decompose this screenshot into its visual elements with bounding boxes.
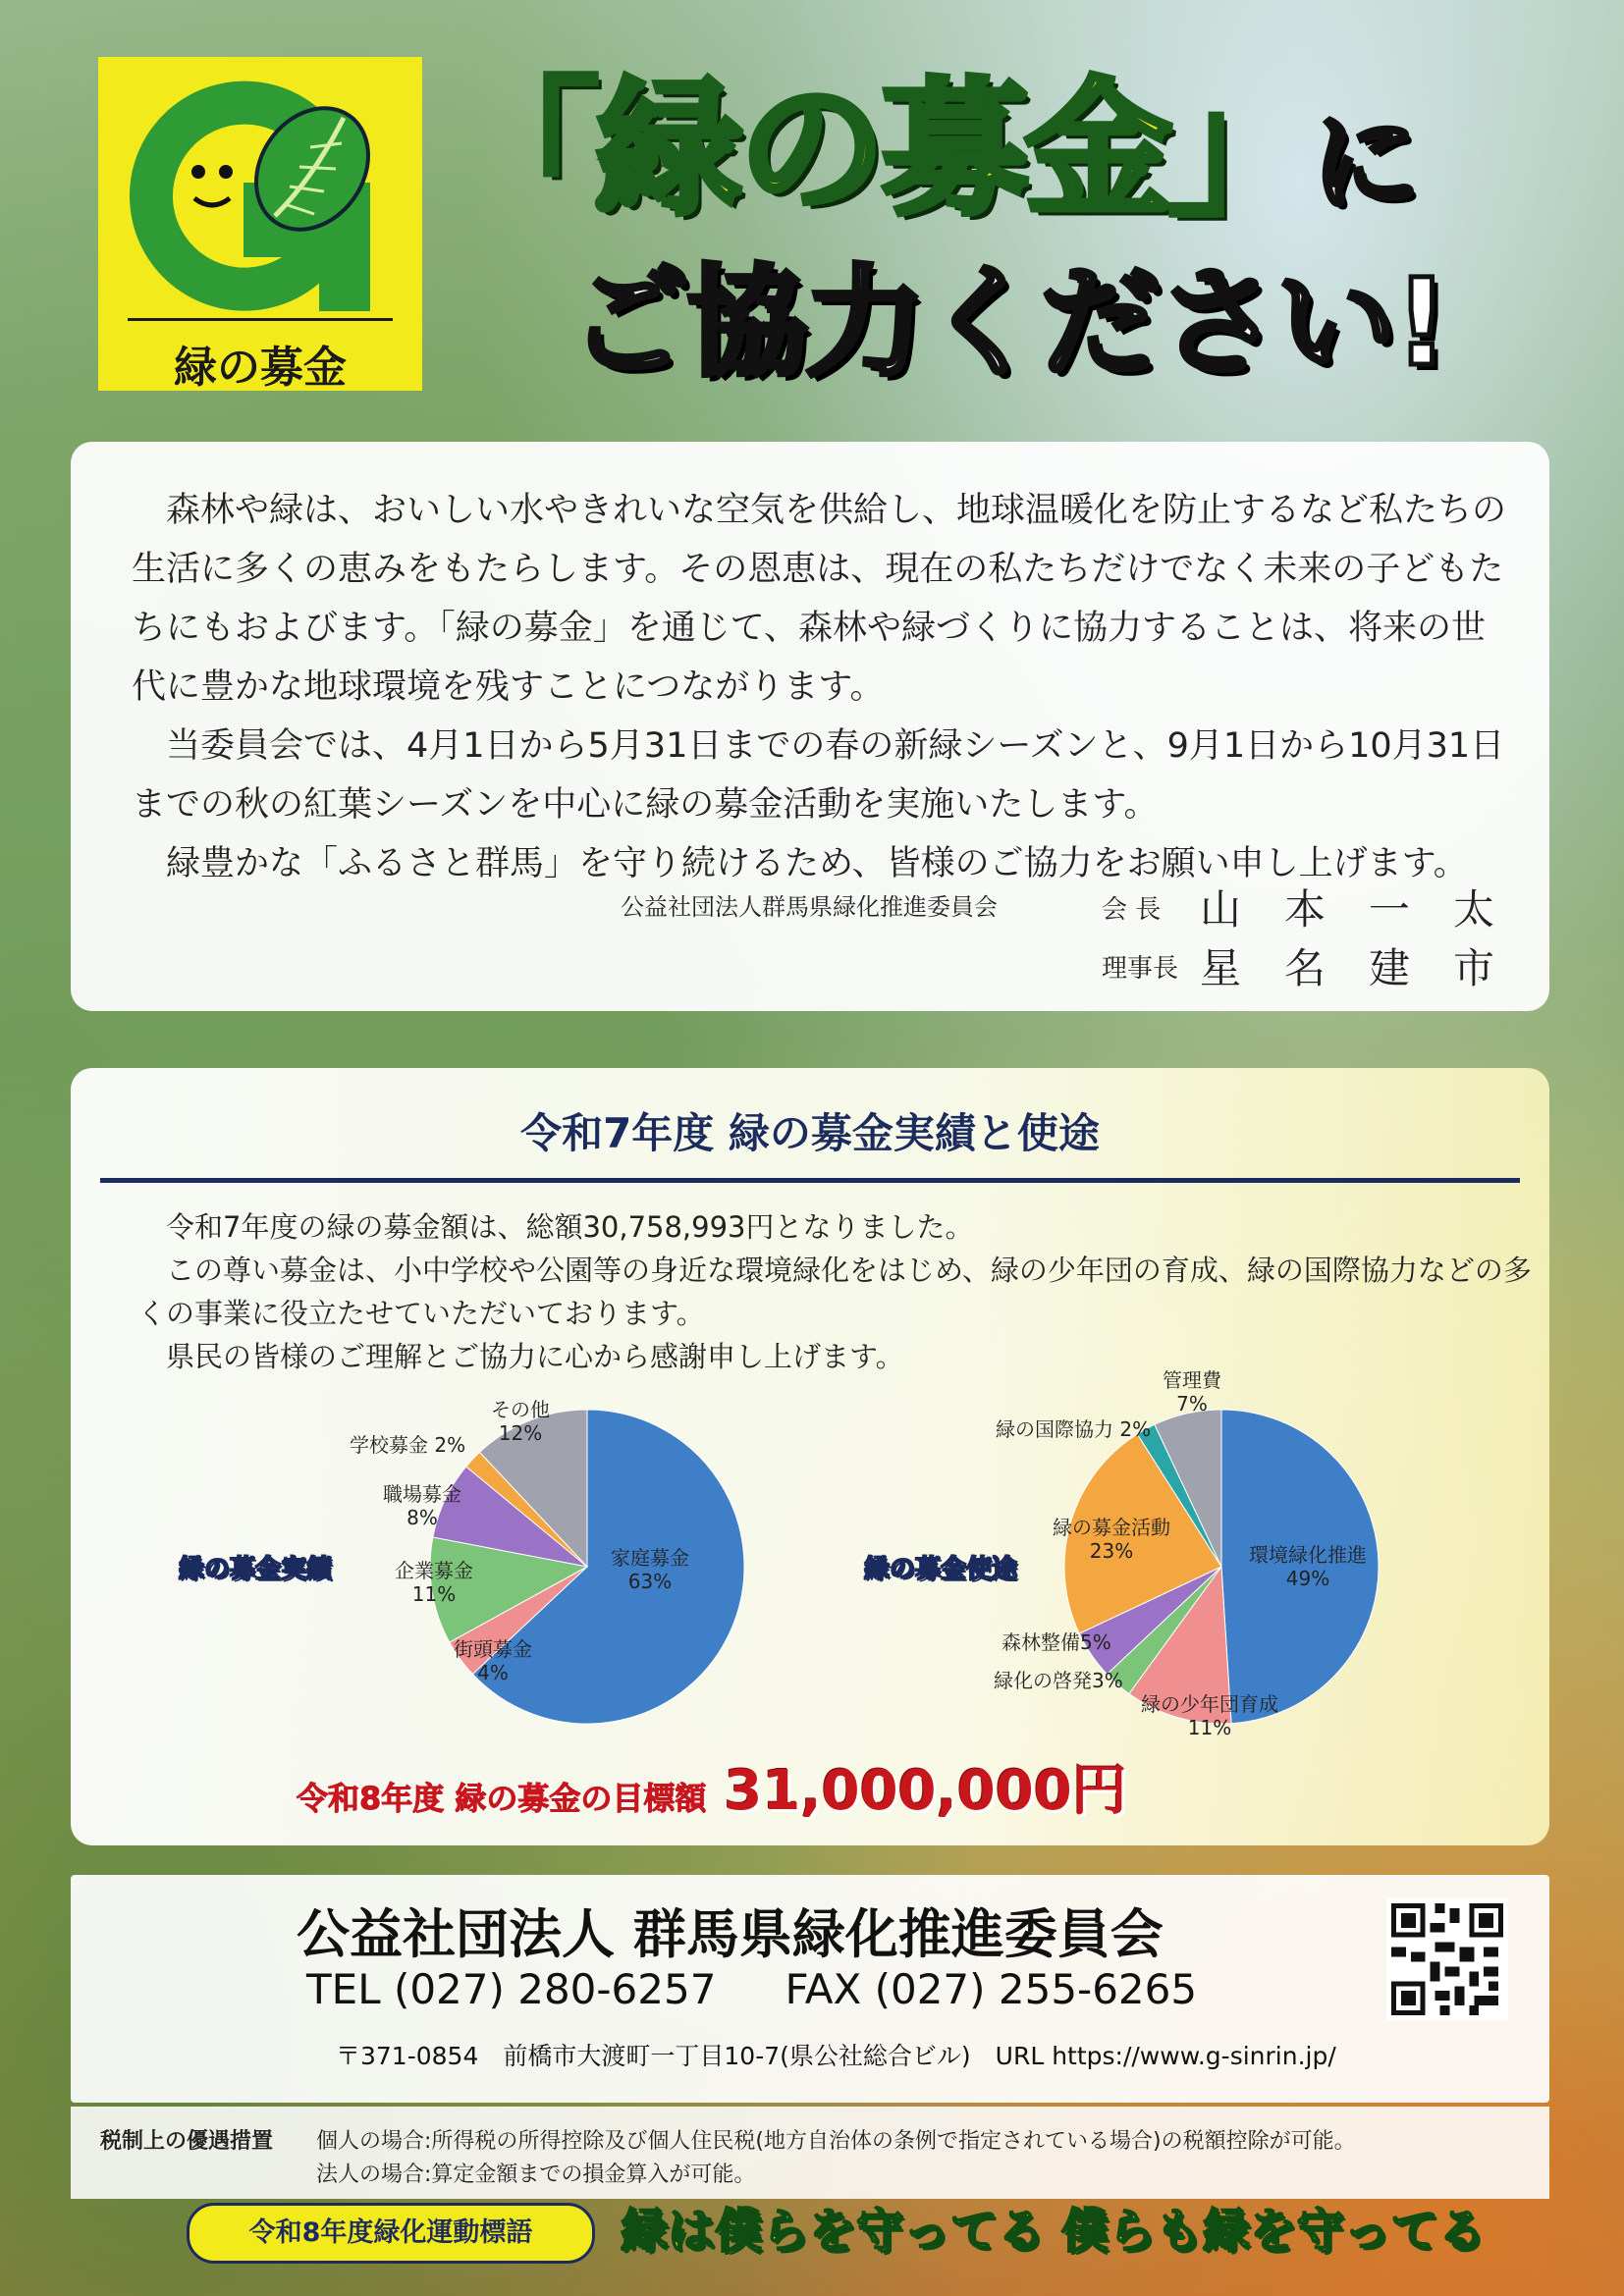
headline-suffix: に xyxy=(1312,100,1417,226)
headline-line1 xyxy=(452,65,1417,236)
slice-label: 森林整備5% xyxy=(1001,1630,1111,1654)
fax-number: FAX (027) 255-6265 xyxy=(785,1965,1198,2013)
contact-organization: 公益社団法人 群馬県緑化推進委員会 xyxy=(297,1903,1164,1965)
phone-number[interactable]: TEL (027) 280-6257 xyxy=(306,1965,717,2013)
headline-main: 「緑の募金」 xyxy=(452,65,1313,236)
street-address: 前橋市大渡町一丁目10-7(県公社総合ビル) xyxy=(503,2042,971,2070)
tax-individual: 個人の場合:所得税の所得控除及び個人住民税(地方自治体の条例で指定されている場合)の税額控除が可能。 xyxy=(316,2129,1356,2154)
logo-text: 緑の募金 xyxy=(174,343,347,393)
qr-code-icon[interactable] xyxy=(1386,1898,1508,2020)
results-title: 令和7年度 緑の募金実績と使途 xyxy=(520,1109,1100,1157)
message-body xyxy=(132,481,1506,893)
pie-title-usage: 緑の募金使途 xyxy=(864,1555,1018,1584)
results-paragraph: 令和7年度の緑の募金額は、総額30,758,993円となりました。 xyxy=(166,1210,974,1244)
slice-label: 緑の少年団育成 11% xyxy=(1141,1692,1278,1739)
message-paragraph: 当委員会では、4月1日から5月31日までの春の新緑シーズンと、9月1日から10月31日までの秋の紅葉シーズンを中心に緑の募金活動を実施いたします。 xyxy=(132,726,1505,825)
contact-address xyxy=(336,2037,1336,2072)
slice-label: 緑の募金活動 23% xyxy=(1053,1516,1170,1563)
message-paragraph: 森林や緑は、おいしい水やきれいな空気を供給し、地球温暖化を防止するなど私たちの生活に多くの恵みをもたらします。その恩恵は、現在の私たちだけでなく未来の子どもたちにもおよびます。「緑の募金」を通じて、森林や緑づくりに協力することは、将来の世代に豊かな地球環境を残すことにつながります。 xyxy=(132,491,1507,707)
contact-phone-fax xyxy=(306,1965,1197,2013)
tax-heading: 税制上の優遇措置 xyxy=(100,2129,274,2154)
slice-label: 職場募金 8% xyxy=(383,1482,461,1529)
tax-corporate: 法人の場合:算定金額までの損金算入が可能。 xyxy=(316,2163,756,2187)
results-body xyxy=(137,1205,1532,1378)
slogan-text: 緑は僕らを守ってる 僕らも緑を守ってる xyxy=(621,2204,1486,2259)
website-link[interactable]: URL https://www.g-sinrin.jp/ xyxy=(995,2042,1336,2070)
headline-line2: ご協力ください! xyxy=(569,253,1447,393)
signature-chairman xyxy=(1102,878,1538,936)
signature-director xyxy=(1102,936,1538,995)
slice-label: 緑化の啓発3% xyxy=(994,1669,1123,1692)
slogan-badge: 令和8年度緑化運動標語 xyxy=(187,2203,595,2264)
slice-label: 家庭募金 63% xyxy=(611,1546,689,1593)
signature-organization: 公益社団法人群馬県緑化推進委員会 xyxy=(621,893,998,921)
g-mascot-icon xyxy=(128,79,393,314)
message-panel xyxy=(71,442,1549,1011)
signer-name: 山本一太 xyxy=(1200,885,1539,934)
green-fund-logo xyxy=(98,57,422,391)
results-paragraph: この尊い募金は、小中学校や公園等の身近な環境緑化をはじめ、緑の少年団の育成、緑の国際協力などの多くの事業に役立たせていただいております。 xyxy=(137,1254,1532,1330)
slice-label: 学校募金 2% xyxy=(350,1433,466,1457)
postal-code: 〒371-0854 xyxy=(336,2042,479,2070)
slice-label: 緑の国際協力 2% xyxy=(996,1417,1152,1441)
contact-panel xyxy=(71,1875,1549,2103)
signer-role: 会 長 xyxy=(1102,894,1162,925)
logo-divider xyxy=(128,318,393,321)
target-label: 令和8年度 緑の募金の目標額 xyxy=(297,1780,707,1817)
pie-title-results: 緑の募金実績 xyxy=(179,1555,333,1584)
target-value: 31,000,000円 xyxy=(724,1759,1127,1823)
results-panel xyxy=(71,1068,1549,1845)
signer-name: 星名建市 xyxy=(1200,944,1539,992)
target-amount xyxy=(297,1747,1127,1826)
slice-label: その他 12% xyxy=(491,1398,550,1445)
results-divider xyxy=(100,1178,1520,1183)
results-paragraph: 県民の皆様のご理解とご協力に心から感謝申し上げます。 xyxy=(166,1340,904,1373)
signer-role: 理事長 xyxy=(1102,953,1179,984)
slice-label: 企業募金 11% xyxy=(395,1559,473,1606)
slice-label: 街頭募金 4% xyxy=(454,1637,532,1684)
message-paragraph: 緑豊かな「ふるさと群馬」を守り続けるため、皆様のご協力をお願い申し上げます。 xyxy=(166,844,1468,883)
slice-label: 環境緑化推進 49% xyxy=(1249,1543,1367,1590)
tax-info xyxy=(71,2107,1549,2199)
slice-label: 管理費 7% xyxy=(1163,1368,1221,1415)
